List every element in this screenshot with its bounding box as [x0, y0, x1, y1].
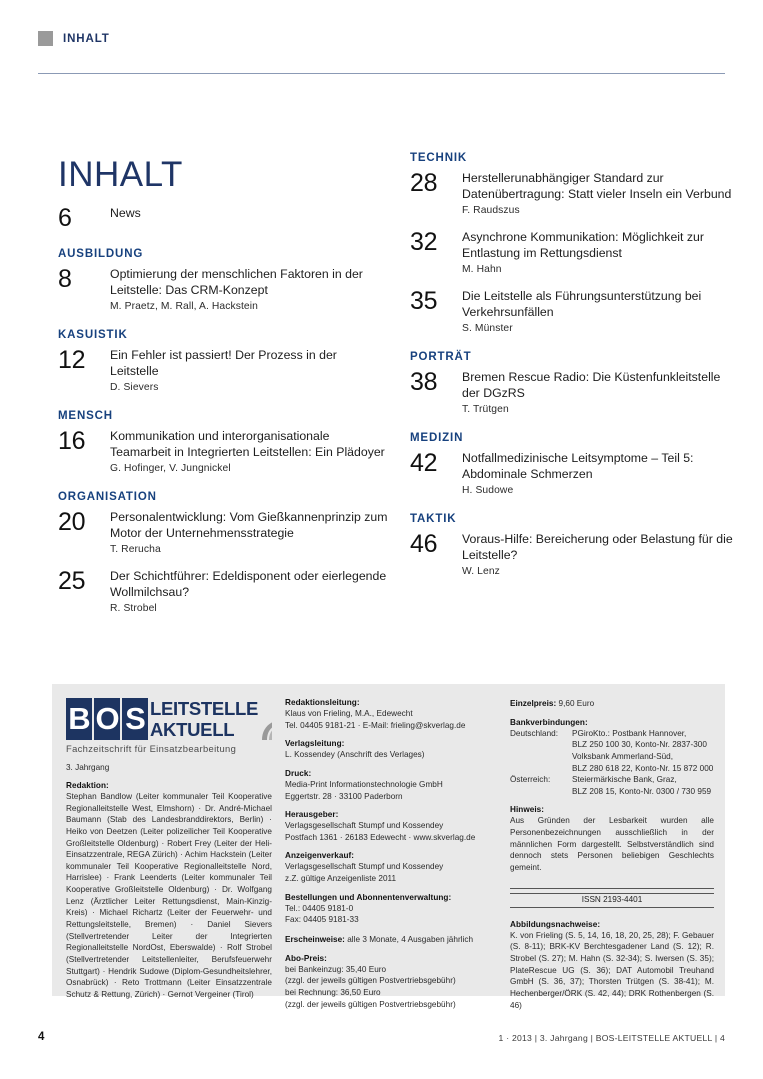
toc-entry-title: Personalentwicklung: Vom Gießkannenprinzip zum Motor der Unternehmensstrategie	[110, 509, 388, 541]
toc-entry-body	[462, 229, 740, 275]
imprint-abbildungsnachweise-head: Abbildungsnachweise:	[510, 919, 601, 929]
imprint-erscheinweise	[285, 934, 497, 946]
toc-entry-page-number: 25	[58, 566, 86, 595]
imprint-anzeigenverkauf-head: Anzeigenverkauf:	[285, 851, 355, 861]
imprint-bank-row-value: BLZ 250 100 30, Konto-Nr. 2837-300	[572, 740, 707, 750]
logo-wordmark	[150, 698, 258, 740]
imprint-bestellungen-head: Bestellungen und Abonnentenverwaltung:	[285, 892, 452, 902]
toc-entry[interactable]	[410, 229, 740, 275]
toc-entry-page-number: 12	[58, 345, 86, 374]
toc-entry-title: Bremen Rescue Radio: Die Küstenfunkleitstelle der DGzRS	[462, 369, 721, 401]
toc-entry-body	[462, 531, 740, 577]
imprint-verlagsleitung-line-1: L. Kossendey (Anschrift des Verlages)	[285, 750, 425, 760]
toc-entry-title: Die Leitstelle als Führungsunterstützung bei Verkehrsunfällen	[462, 288, 702, 320]
page-title: INHALT	[58, 155, 183, 194]
toc-entry-page-number: 35	[410, 286, 438, 315]
toc-entry[interactable]	[410, 531, 740, 577]
imprint-bank-row	[510, 751, 714, 763]
imprint-erscheinweise-head: Erscheinweise:	[285, 935, 345, 945]
imprint-redaktionsleitung	[285, 698, 497, 731]
imprint-herausgeber	[285, 810, 497, 843]
toc-section-heading: TAKTIK	[410, 512, 457, 525]
imprint-bank-row-label	[510, 763, 572, 775]
imprint-abopreis-line-1: bei Bankeinzug: 35,40 Euro	[285, 964, 387, 974]
toc-entry-authors: S. Münster	[462, 322, 513, 334]
toc-column-left	[58, 205, 388, 627]
imprint-hinweis-text: Aus Gründen der Lesbarkeit wurden alle Personenbezeichnungen ausschließlich in der männlichen Form dargestellt. Selbstverständlich sind dennoch stets Personen beliebigen Geschlechts gemeint.	[510, 816, 714, 873]
logo-tagline: Fachzeitschrift für Einsatzbearbeitung	[66, 743, 237, 754]
footer-page-number: 4	[38, 1031, 45, 1043]
imprint-herausgeber-line-2: Postfach 1361 · 26183 Edewecht · www.skverlag.de	[285, 832, 476, 842]
imprint-issn-box	[510, 888, 714, 908]
imprint-issn-value: ISSN 2193-4401	[581, 894, 643, 904]
toc-entry-page-number: 28	[410, 169, 438, 197]
imprint-bank-row-value: BLZ 280 618 22, Konto-Nr. 15 872 000	[572, 763, 714, 773]
toc-entry-page-number: 16	[58, 426, 86, 455]
imprint-abopreis-line-3: bei Rechnung: 36,50 Euro	[285, 987, 381, 997]
logo-word-leitstelle: LEITSTELLE	[150, 698, 259, 719]
imprint-column-banking	[510, 684, 722, 1019]
toc-entry-title: Kommunikation und interorganisationale Teamarbeit in Integrierten Leitstellen: Ein Plädoyer	[110, 428, 385, 460]
toc-section-heading: PORTRÄT	[410, 350, 472, 363]
imprint-abopreis-line-4: (zzgl. der jeweils gültigen Postvertriebsgebühr)	[285, 999, 456, 1009]
imprint-bank-row-value: BLZ 208 15, Konto-Nr. 0300 / 730 959	[572, 786, 712, 796]
imprint-druck-line-1: Media-Print Informationstechnologie GmbH	[285, 779, 443, 789]
toc-entry-authors: D. Sievers	[110, 381, 159, 393]
logo-letter-o: O	[94, 698, 120, 740]
toc-entry-body	[462, 369, 740, 415]
imprint-einzelpreis-head: Einzelpreis:	[510, 699, 557, 708]
toc-entry-page-number: 46	[410, 529, 438, 558]
imprint-jahrgang: 3. Jahrgang	[66, 763, 110, 772]
imprint-erscheinweise-line	[285, 934, 497, 946]
toc-entry-body	[462, 288, 740, 334]
toc-entry-page-number: 8	[58, 265, 72, 293]
imprint-einzelpreis	[510, 698, 714, 710]
toc-section-heading: ORGANISATION	[58, 490, 157, 503]
toc-entry[interactable]	[410, 450, 740, 496]
running-head	[38, 31, 110, 46]
toc-entry[interactable]	[58, 509, 388, 555]
toc-entry-title: Herstellerunabhängiger Standard zur Datenübertragung: Statt vieler Inseln ein Verbund	[462, 171, 732, 202]
imprint-bestellungen	[285, 893, 497, 926]
toc-section-heading: TECHNIK	[410, 152, 468, 164]
toc-entry-authors: M. Praetz, M. Rall, A. Hackstein	[110, 300, 258, 312]
toc-entry[interactable]	[58, 266, 388, 312]
imprint-bank-row-label	[510, 751, 572, 763]
imprint-redaktionsleitung-head: Redaktionsleitung:	[285, 698, 360, 707]
toc-entry-authors: H. Sudowe	[462, 484, 514, 496]
imprint-abbildungsnachweise-text: K. von Frieling (S. 5, 14, 16, 18, 20, 25, 28); F. Gebauer (S. 8-11); BRK-KV Berchtesgadener Land (S. 12); R. Strobel (S. 27); M. Hahn (S. 32-34); S. Iwersen (S. 35); PlateRescue UG (S. 36); DAT Automobil Treuhand GmbH (S. 36, 37); Thorsten Trütgen (S. 38-41); M. Hechenberger/ÖRK (S. 42, 44); DRK Rothenbergen (S. 46)	[510, 930, 714, 1010]
imprint-column-masthead	[58, 684, 282, 1009]
toc-entry[interactable]	[410, 369, 740, 415]
imprint-herausgeber-head: Herausgeber:	[285, 810, 339, 820]
logo-letter-b: B	[66, 698, 92, 740]
imprint-bank-rows	[510, 728, 714, 798]
imprint-hinweis-head: Hinweis:	[510, 805, 545, 815]
toc-entry-authors: F. Raudszus	[462, 204, 520, 216]
running-head-rule	[38, 73, 725, 74]
running-head-label: INHALT	[63, 32, 110, 45]
imprint-redaktionsleitung-line-1: Klaus von Frieling, M.A., Edewecht	[285, 709, 413, 718]
toc-entry-body	[110, 347, 388, 393]
toc-entry-body	[110, 509, 388, 555]
imprint-redaktion	[66, 781, 272, 1001]
imprint-abbildungsnachweise	[510, 920, 714, 1011]
toc-entry-page-number: 20	[58, 507, 86, 536]
toc-entry-title: Asynchrone Kommunikation: Möglichkeit zur Entlastung im Rettungsdienst	[462, 229, 704, 261]
imprint-bank-row	[510, 763, 714, 775]
toc-entry-body	[462, 450, 740, 496]
toc-entry-authors: G. Hofinger, V. Jungnickel	[110, 462, 231, 474]
imprint-bank-row-label: Deutschland:	[510, 728, 559, 738]
toc-entry-page-number: 38	[410, 367, 438, 396]
toc-entry-page-number: 6	[58, 204, 72, 232]
imprint-bestellungen-line-2: Fax: 04405 9181-33	[285, 915, 359, 925]
logo-swoosh-icon	[260, 719, 272, 740]
imprint-verlagsleitung-head: Verlagsleitung:	[285, 739, 345, 749]
toc-entry[interactable]	[58, 568, 388, 614]
toc-entry-body	[110, 568, 388, 614]
logo-word-aktuell: AKTUELL	[150, 719, 235, 740]
toc-entry-page-number: 42	[410, 448, 438, 477]
logo-letter-s: S	[122, 698, 148, 740]
toc-section-heading: MEDIZIN	[410, 431, 464, 444]
imprint-column-contacts	[285, 684, 505, 1018]
running-head-marker-icon	[38, 31, 53, 46]
imprint-herausgeber-line-1: Verlagsgesellschaft Stumpf und Kossendey	[285, 821, 444, 831]
imprint-redaktion-head: Redaktion:	[66, 781, 109, 790]
imprint-anzeigenverkauf-line-1: Verlagsgesellschaft Stumpf und Kossendey	[285, 862, 444, 872]
imprint-redaktionsleitung-line-2: Tel. 04405 9181-21 · E-Mail: frieling@skverlag.de	[285, 720, 466, 730]
toc-entry[interactable]	[58, 347, 388, 393]
imprint-druck-head: Druck:	[285, 768, 312, 778]
imprint-bank-row-value: Steiermärkische Bank, Graz,	[572, 775, 677, 785]
imprint-verlagsleitung	[285, 739, 497, 761]
logo-bos-blocks	[66, 698, 148, 740]
toc-entry-authors: T. Rerucha	[110, 543, 161, 555]
footer-meta: 1 · 2013 | 3. Jahrgang | BOS-LEITSTELLE AKTUELL | 4	[498, 1033, 725, 1043]
toc-section-heading: KASUISTIK	[58, 328, 128, 341]
imprint-bank-row-label	[510, 739, 572, 751]
toc-entry-authors: M. Hahn	[462, 263, 502, 275]
toc-entry-body	[110, 266, 388, 312]
toc-section-heading: MENSCH	[58, 409, 113, 422]
imprint-bank-row-value: PGiroKto.: Postbank Hannover,	[572, 728, 687, 738]
imprint-anzeigenverkauf	[285, 851, 497, 884]
imprint-box	[52, 684, 725, 1010]
imprint-bank-row	[510, 774, 714, 786]
imprint-bestellungen-line-1: Tel.: 04405 9181-0	[285, 903, 354, 913]
toc-entry[interactable]	[410, 170, 740, 216]
imprint-druck	[285, 769, 497, 802]
imprint-abopreis-line-2: (zzgl. der jeweils gültigen Postvertriebsgebühr)	[285, 976, 456, 986]
imprint-bank-row-label	[510, 786, 572, 798]
toc-entry-title: News	[110, 206, 141, 220]
imprint-bankverbindungen	[510, 718, 714, 798]
toc-section-heading: AUSBILDUNG	[58, 248, 144, 260]
imprint-abopreis	[285, 954, 497, 1011]
imprint-bank-row	[510, 786, 714, 798]
toc-column-right	[410, 152, 740, 590]
toc-entry-authors: T. Trütgen	[462, 403, 509, 415]
imprint-bank-row-value: Volksbank Ammerland-Süd,	[572, 751, 674, 761]
imprint-hinweis	[510, 805, 714, 873]
toc-entry-authors: W. Lenz	[462, 565, 500, 577]
toc-entry-page-number: 32	[410, 227, 438, 256]
toc-entry[interactable]	[410, 288, 740, 334]
toc-entry-title: Optimierung der menschlichen Faktoren in der Leitstelle: Das CRM-Konzept	[110, 267, 363, 298]
toc-entry-title: Ein Fehler ist passiert! Der Prozess in der Leitstelle	[110, 347, 337, 379]
imprint-einzelpreis-line	[510, 698, 714, 710]
imprint-bank-head: Bankverbindungen:	[510, 717, 588, 727]
imprint-redaktion-text: Stephan Bandlow (Leiter kommunaler Teil Kooperative Regionalleitstelle West, Elmshorn) · Dr. André-Michael Baumann (Stab des Landesbranddirektors, Berlin) · Heiko von Deetzen (Leiter polizeilicher Teil Kooperative Großleitstelle Oldenburg) · Robert Frey (Leiter der Heli-Einsatzzentrale, REGA Zürich) · Achim Hackstein (Leiter kommunaler Teil Kooperative Regionalleitstelle Nord, Harrislee) · Frank Leenderts (Leiter kommunaler Teil Kooperative Großleitstelle Oldenburg) · Dr. Wolfgang Lenz (Ärztlicher Leiter Rettungsdienst, Main-Kinzig-Kreis) · Michael Richartz (Leiter der Feuerwehr- und Rettungsleitstelle, Bremen) · Daniel Sievers (Stellvertretender Leiter der Integrierten Regionalleitstelle NordOst, Eberswalde) · Rolf Strobel (Stellvertretender Leitstellenleiter, Berufsfeuerwehr Stuttgart) · Hendrik Sudowe (Diplom-Gesundheitslehrer, Osnabrück) · Reto Trottmann (Leiter Einsatzzentrale Schutz & Rettung, Zürich) · Gernot Vergeiner (Tirol)	[66, 792, 272, 999]
imprint-einzelpreis-value: 9,60 Euro	[556, 699, 595, 708]
toc-entry[interactable]	[58, 428, 388, 474]
imprint-erscheinweise-value: alle 3 Monate, 4 Ausgaben jährlich	[344, 935, 474, 945]
toc-entry-body	[462, 170, 740, 216]
imprint-druck-line-2: Eggertstr. 28 · 33100 Paderborn	[285, 791, 403, 801]
toc-entry[interactable]	[58, 205, 388, 231]
toc-entry-title: Voraus-Hilfe: Bereicherung oder Belastung für die Leitstelle?	[462, 531, 733, 563]
toc-entry-title: Notfallmedizinische Leitsymptome – Teil 5: Abdominale Schmerzen	[462, 450, 694, 482]
imprint-anzeigenverkauf-line-2: z.Z. gültige Anzeigenliste 2011	[285, 874, 397, 884]
toc-entry-title: Der Schichtführer: Edeldisponent oder eierlegende Wollmilchsau?	[110, 568, 387, 600]
toc-entry-body	[110, 428, 388, 474]
toc-entry-body	[110, 205, 388, 221]
toc-entry-authors: R. Strobel	[110, 602, 157, 614]
imprint-bank-row	[510, 739, 714, 751]
imprint-abopreis-head: Abo-Preis:	[285, 953, 327, 963]
imprint-bank-row	[510, 728, 714, 740]
publication-logo	[66, 698, 272, 740]
imprint-bank-row-label: Österreich:	[510, 775, 551, 785]
